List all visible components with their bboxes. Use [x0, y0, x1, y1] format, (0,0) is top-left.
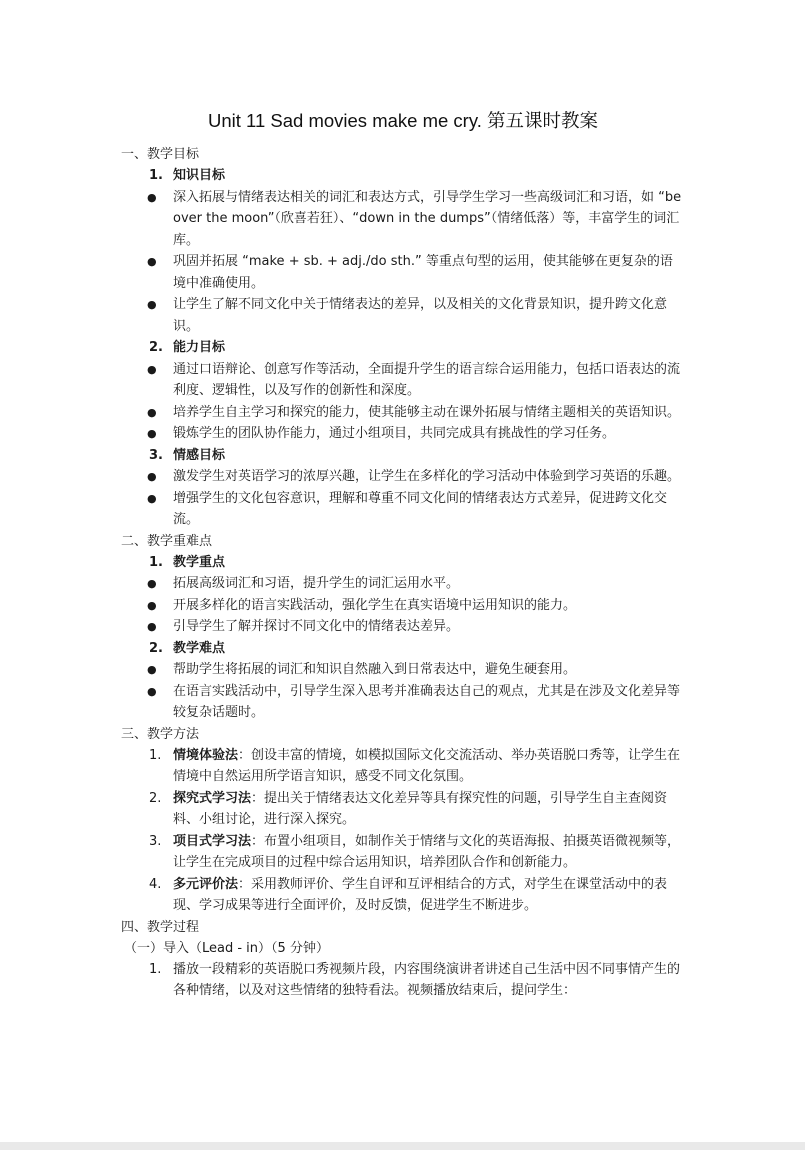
list-item: ● 在语言实践活动中，引导学生深入思考并准确表达自己的观点，尤其是在涉及文化差异等较复杂话题时。 [147, 683, 681, 720]
list-item: ● 通过口语辩论、创意写作等活动，全面提升学生的语言综合运用能力，包括口语表达的流利度、逻辑性，以及写作的创新性和深度。 [147, 361, 681, 398]
list-item: ● 激发学生对英语学习的浓厚兴趣，让学生在多样化的学习活动中体验到学习英语的乐趣。 [147, 469, 681, 484]
list-item: ● 让学生了解不同文化中关于情绪表达的差异，以及相关的文化背景知识，提升跨文化意识。 [147, 297, 668, 334]
subheading-knowledge: 1. 知识目标 [149, 168, 226, 183]
section-heading-methods: 三、教学方法 [121, 726, 200, 742]
method-item: 1. 情境体验法：创设丰富的情境，如模拟国际文化交流活动、举办英语脱口秀等，让学生在情境中自然运用所学语言知识，感受不同文化氛围。 [149, 747, 681, 784]
process-item: 1. 播放一段精彩的英语脱口秀视频片段，内容围绕演讲者讲述自己生活中因不同事情产生的各种情绪，以及对这些情绪的独特看法。视频播放结束后，提问学生： [149, 961, 681, 998]
section-heading-keypoints: 二、教学重难点 [121, 533, 213, 549]
subheading-lead-in: （一）导入（Lead - in）（5 分钟） [124, 940, 329, 956]
section-heading-process: 四、教学过程 [121, 919, 200, 935]
list-item: ● 巩固并拓展 “make + sb. + adj./do sth.” 等重点句型的运用，使其能够在更复杂的语境中准确使用。 [147, 254, 673, 291]
method-item: 3. 项目式学习法：布置小组项目，如制作关于情绪与文化的英语海报、拍摄英语微视频等，让学生在完成项目的过程中综合运用知识，培养团队合作和创新能力。 [149, 833, 681, 870]
page-title: Unit 11 Sad movies make me cry. 第五课时教案 [208, 110, 598, 131]
method-item: 4. 多元评价法：采用教师评价、学生自评和互评相结合的方式，对学生在课堂活动中的表现、学习成果等进行全面评价，及时反馈，促进学生不断进步。 [149, 876, 668, 913]
list-item: ● 锻炼学生的团队协作能力，通过小组项目，共同完成具有挑战性的学习任务。 [147, 426, 616, 441]
list-item: ● 引导学生了解并探讨不同文化中的情绪表达差异。 [147, 619, 460, 634]
method-item: 2. 探究式学习法：提出关于情绪表达文化差异等具有探究性的问题，引导学生自主查阅资料、小组讨论，进行深入探究。 [149, 790, 668, 827]
subheading-key: 1. 教学重点 [149, 554, 226, 570]
section-heading-goals: 一、教学目标 [121, 147, 200, 162]
subheading-ability: 2. 能力目标 [149, 340, 226, 355]
list-item: ● 培养学生自主学习和探究的能力，使其能够主动在课外拓展与情绪主题相关的英语知识。 [147, 404, 681, 420]
list-item: ● 开展多样化的语言实践活动，强化学生在真实语境中运用知识的能力。 [147, 597, 577, 613]
list-item: ● 增强学生的文化包容意识，理解和尊重不同文化间的情绪表达方式差异，促进跨文化交流。 [147, 490, 668, 527]
list-item: ● 帮助学生将拓展的词汇和知识自然融入到日常表达中，避免生硬套用。 [147, 662, 577, 677]
subheading-difficult: 2. 教学难点 [149, 640, 226, 656]
list-item: ● 深入拓展与情绪表达相关的词汇和表达方式，引导学生学习一些高级词汇和习语，如 “be over the moon”（欣喜若狂）、“down in the dumps”（情绪低落）等，丰富学生的词汇库。 [147, 189, 682, 248]
list-item: ● 拓展高级词汇和习语，提升学生的词汇运用水平。 [147, 576, 460, 591]
subheading-emotion: 3. 情感目标 [149, 447, 226, 463]
